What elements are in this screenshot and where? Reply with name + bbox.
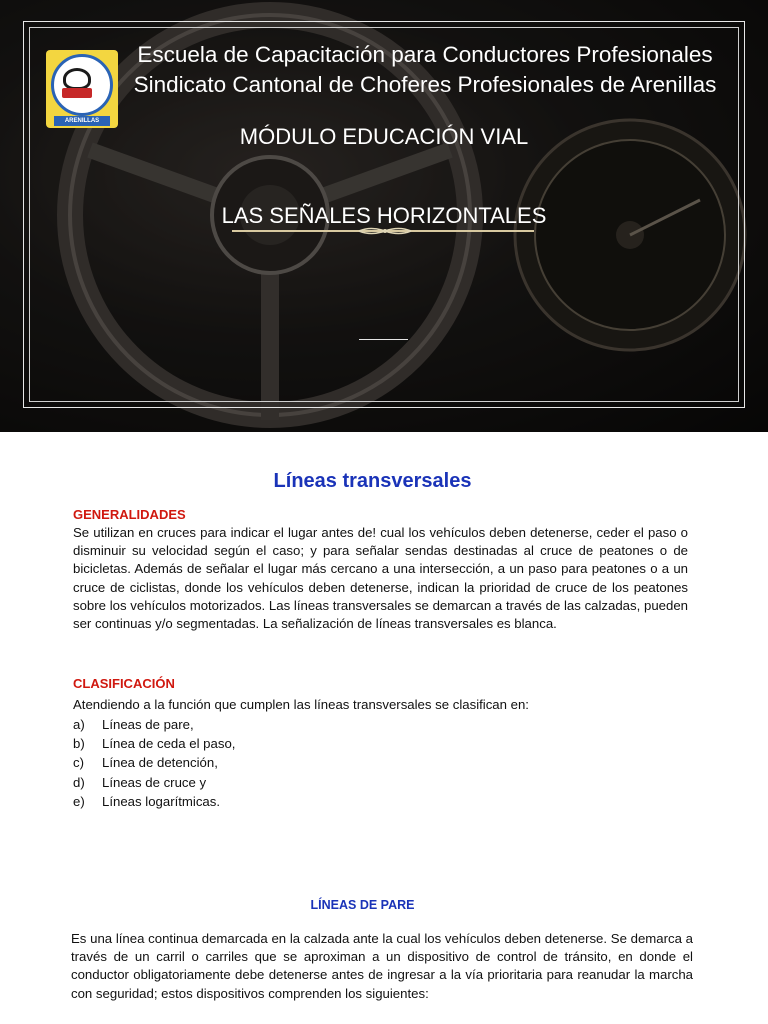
list-item-text: Línea de ceda el paso,: [102, 736, 236, 752]
logo-book-icon: [62, 88, 92, 98]
generalidades-heading: GENERALIDADES: [73, 507, 186, 522]
list-item-letter: c): [73, 755, 84, 771]
module-title: MÓDULO EDUCACIÓN VIAL: [239, 124, 529, 149]
section-title: LAS SEÑALES HORIZONTALES: [221, 203, 547, 228]
lineas-de-pare-paragraph: Es una línea continua demarcada en la calzada ante la cual los vehículos deben detenerse. Se demarca a través de un carril o carriles que se aproximan a un dispositivo de control de tránsito, en donde el conductor obligatoriamente debe detenerse antes de ingresar a la vía prioritaria para reanudar la marcha con seguridad; estos dispositivos comprenden los siguientes:: [71, 931, 693, 1001]
document-title: Líneas transversales: [273, 470, 472, 492]
list-item: [73, 773, 235, 792]
list-item: [73, 734, 235, 753]
ornament-icon: [357, 226, 413, 236]
list-item-text: Líneas de pare,: [102, 717, 194, 732]
school-name-line1: Escuela de Capacitación para Conductores Profesionales: [137, 42, 713, 67]
list-item-letter: a): [73, 717, 85, 732]
logo-wheel-icon: [63, 68, 91, 90]
banner: [0, 0, 768, 432]
lineas-de-pare-heading: LÍNEAS DE PARE: [310, 898, 415, 912]
school-name-line2: Sindicato Cantonal de Choferes Profesionales de Arenillas: [133, 72, 717, 97]
list-item: [73, 715, 235, 734]
list-item: [73, 792, 235, 811]
clasificacion-intro: Atendiendo a la función que cumplen las líneas transversales se clasifican en:: [73, 697, 529, 712]
clasificacion-heading: CLASIFICACIÓN: [73, 676, 175, 691]
generalidades-paragraph: Se utilizan en cruces para indicar el lugar antes de! cual los vehículos deben detenerse, ceder el paso o disminuir su velocidad según el caso; y para señalar sendas destinadas al cruce de peatones o de bicicletas. Además de señalar el lugar más cercano a una intersección, a un paso para peatones o a un cruce de ciclistas, donde los vehículos deben detenerse, indican la prioridad de cruce de los peatones sobre los vehículos motorizados. Las líneas transversales se demarcan a través de las calzadas, pueden ser continuas y/o segmentadas. La señalización de líneas transversales es blanca.: [73, 525, 688, 632]
list-item-letter: d): [73, 774, 85, 790]
logo-label: ARENILLAS: [54, 116, 110, 126]
list-item-text: Línea de detención,: [102, 755, 218, 771]
list-item-letter: b): [73, 736, 85, 752]
list-item-text: Líneas de cruce y: [102, 774, 207, 790]
list-item: [73, 753, 235, 772]
school-logo: [46, 50, 118, 128]
divider-line: [359, 339, 408, 340]
classification-list: [73, 715, 235, 811]
list-item-letter: e): [73, 793, 85, 809]
list-item-text: Líneas logarítmicas.: [102, 793, 221, 809]
